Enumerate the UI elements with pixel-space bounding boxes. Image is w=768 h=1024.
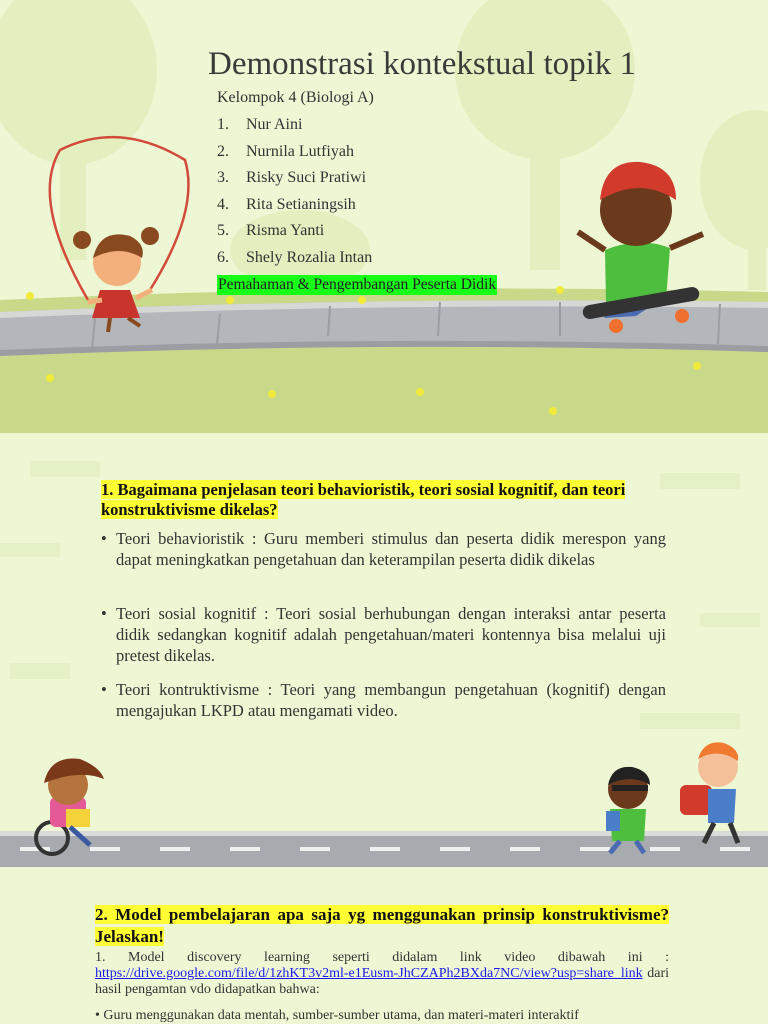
bullet-text: Teori kontruktivisme : Teori yang membangun pengetahuan (kognitif) dengan mengajukan LKPD atau mengamati video. — [116, 680, 666, 720]
bullet-text: Teori sosial kognitif : Teori sosial berhubungan dengan interaksi antar peserta didik sedangkan kognitif adalah pengetahuan/materi kontennya bisa melalui uji pretest dikelas. — [116, 604, 666, 665]
course-subject-label: Pemahaman & Pengembangan Peserta Didik — [218, 276, 497, 293]
list-item — [101, 603, 666, 666]
list-number: 2. — [217, 142, 229, 160]
list-item — [217, 168, 372, 195]
list-number: 1. — [217, 116, 229, 133]
question-2-text: 2. Model pembelajaran apa saja yg menggunakan prinsip konstruktivisme? Jelaskan! — [95, 905, 669, 946]
member-name: Shely Rozalia Intan — [246, 248, 373, 266]
answer-continuation: dari hasil pengamtan vdo didapatkan bahwa: — [95, 966, 669, 997]
member-name: Rita Setianingsih — [246, 195, 356, 213]
member-name: Risky Suci Pratiwi — [246, 169, 367, 186]
video-link[interactable]: https://drive.google.com/file/d/1zhKT3v2ml-e1Eusm-JhCZAPh2BXda7NC/view?usp=share_link — [95, 966, 643, 981]
slide-title: Demonstrasi kontekstual topik 1 — [208, 46, 637, 82]
slide-1 — [0, 0, 768, 433]
question-1-text: 1. Bagaimana penjelasan teori behavioristik, teori sosial kognitif, dan teori konstruktivisme dikelas? — [101, 480, 626, 519]
list-number: 4. — [217, 195, 229, 213]
list-number: 6. — [217, 248, 229, 266]
question-2 — [95, 904, 669, 948]
list-item — [101, 679, 666, 721]
list-item — [217, 142, 372, 169]
bullet-symbol: • — [101, 680, 107, 699]
list-item — [217, 115, 372, 142]
slide-2 — [0, 433, 768, 869]
bullet-symbol: • — [101, 529, 107, 548]
question-1 — [101, 480, 639, 520]
member-name: Nur Aini — [246, 116, 303, 133]
list-item — [217, 248, 372, 275]
list-item — [217, 221, 372, 248]
answer-intro: 1. Model discovery learning seperti didalam link video dibawah ini : — [95, 950, 669, 965]
bullet-text: Teori behavioristik : Guru memberi stimulus dan peserta didik merespon yang dapat meningkatkan pengetahuan dan keterampilan peserta didik dikelas — [116, 529, 666, 569]
group-label: Kelompok 4 (Biologi A) — [217, 89, 374, 106]
list-number: 5. — [217, 222, 229, 239]
list-item — [217, 195, 372, 222]
slide-3 — [0, 869, 768, 1024]
bullet-symbol: • — [101, 604, 107, 623]
answer-paragraph — [95, 950, 669, 998]
list-number: 3. — [217, 169, 229, 186]
member-name: Risma Yanti — [246, 222, 325, 239]
list-item: • Guru menggunakan data mentah, sumber-sumber utama, dan materi-materi interaktif — [95, 1008, 579, 1023]
member-name: Nurnila Lutfiyah — [246, 142, 354, 160]
member-list — [217, 115, 372, 274]
list-item — [101, 528, 666, 570]
